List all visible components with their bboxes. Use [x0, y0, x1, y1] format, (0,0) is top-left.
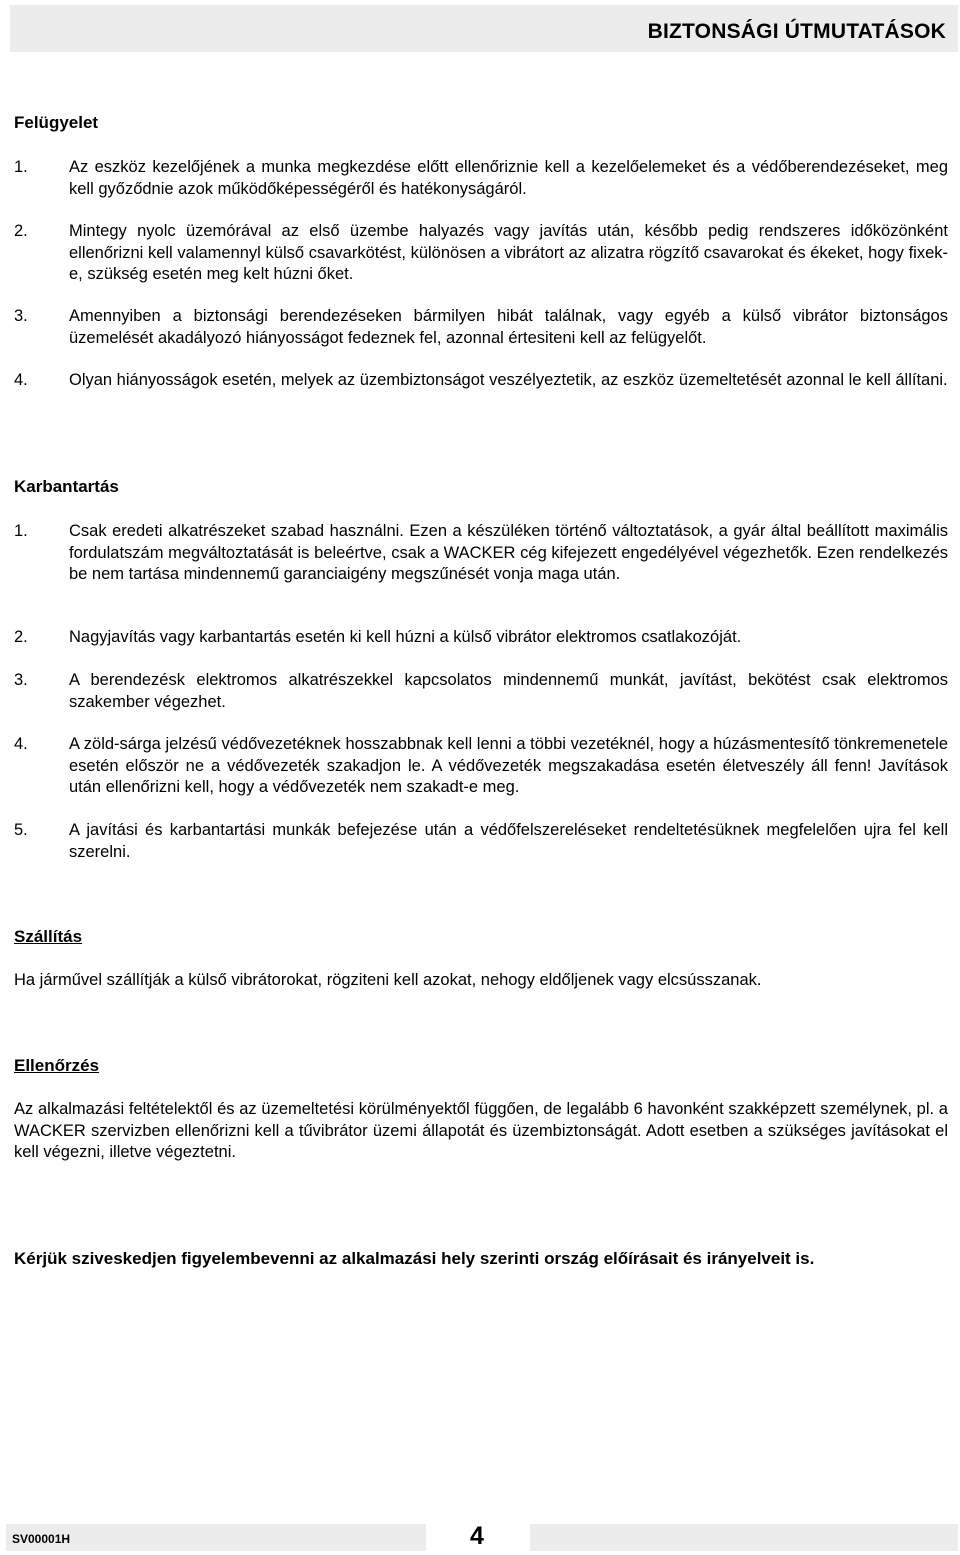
karbantartas-item-3 — [14, 670, 948, 713]
item-number: 2. — [14, 222, 28, 240]
item-text: Csak eredeti alkatrészeket szabad használni. Ezen a készüléken történő változtatások, a gyár által beállított maximális fordulatszám megváltoztatását is beleértve, csak a WACKER cég kifejezett engedélyével végezhetők. Ezen rendelkezés be nem tartása mindennemű garanciaigény megszűnését vonja maga után. — [69, 522, 948, 583]
ellenorzes-text: Az alkalmazási feltételektől és az üzemeltetési körülményektől függően, de legalább 6 havonként szakképzett személynek, pl. a WACKER szervizben ellenőrizni kell a tűvibrátor üzemi állapotát és üzembiztonságát. Adott esetben a szükséges javításokat el kell végezni, illetve végeztetni. — [14, 1100, 948, 1161]
felugyelet-item-2 — [14, 221, 948, 286]
item-text: Olyan hiányosságok esetén, melyek az üzembiztonságot veszélyeztetik, az eszköz üzemeltetését azonnal le kell állítani. — [69, 371, 948, 389]
page-number: 4 — [470, 1522, 484, 1550]
item-number: 4. — [14, 371, 28, 389]
karbantartas-item-1 — [14, 521, 948, 586]
item-number: 1. — [14, 522, 28, 540]
karbantartas-item-5 — [14, 820, 948, 863]
item-number: 3. — [14, 671, 28, 689]
item-text: A javítási és karbantartási munkák befejezése után a védőfelszereléseket rendeltetésüknek megfelelően ujra fel kell szerelni. — [69, 821, 948, 861]
felugyelet-item-4 — [14, 370, 948, 392]
section-title-szallitas: Szállítás — [14, 927, 83, 946]
item-number: 2. — [14, 628, 28, 646]
karbantartas-item-4 — [14, 734, 948, 799]
item-number: 4. — [14, 735, 28, 753]
section-title-felugyelet: Felügyelet — [14, 113, 99, 132]
item-number: 1. — [14, 158, 28, 176]
document-code: SV00001H — [12, 1532, 71, 1546]
szallitas-text: Ha járművel szállítják a külső vibrátorokat, rögziteni kell azokat, nehogy eldőljenek vagy elcsússzanak. — [14, 971, 762, 989]
section-title-karbantartas: Karbantartás — [14, 477, 119, 496]
item-text: Az eszköz kezelőjének a munka megkezdése előtt ellenőriznie kell a kezelőelemeket és a védőberendezéseket, meg kell győződnie azok működőképességéről és hatékonyságáról. — [69, 158, 948, 198]
page-header-title: BIZTONSÁGI ÚTMUTATÁSOK — [647, 20, 946, 43]
item-text: Mintegy nyolc üzemórával az első üzembe halyazés vagy javítás után, később pedig rendszeres időközönként ellenőrizni kell valamennyl külső csavarkötést, különösen a vibrátort az alizatra rögzítő csavarokat és ékeket, hogy fixek-e, szükség esetén meg kelt húzni őket. — [69, 222, 948, 283]
item-text: Nagyjavítás vagy karbantartás esetén ki kell húzni a külső vibrátor elektromos csatlakozóját. — [69, 628, 742, 646]
item-text: Amennyiben a biztonsági berendezéseken bármilyen hibát találnak, vagy egyéb a külső vibrátor biztonságos üzemelését akadályozó hiányosságot fedeznek fel, azonnal értesiteni kell az felügyelőt. — [69, 307, 948, 347]
item-number: 5. — [14, 821, 28, 839]
felugyelet-item-1 — [14, 157, 948, 200]
regulations-notice: Kérjük sziveskedjen figyelembevenni az alkalmazási hely szerinti ország előírásait és irányelveit is. — [14, 1249, 815, 1268]
item-text: A zöld-sárga jelzésű védővezetéknek hosszabbnak kell lenni a többi vezetéknél, hogy a húzásmentesítő tönkremenetele esetén először ne a védővezeték szakadjon le. A védővezeték megszakadása esetén életveszély áll fenn! Javítások után ellenőrizni kell, hogy a védővezeték nem szakadt-e meg. — [69, 735, 948, 796]
section-title-ellenorzes: Ellenőrzés — [14, 1056, 100, 1075]
item-text: A berendezésk elektromos alkatrészekkel kapcsolatos mindennemű munkát, javítást, bekötést csak elektromos szakember végezhet. — [69, 671, 948, 711]
item-number: 3. — [14, 307, 28, 325]
header-bar — [10, 5, 958, 52]
footer-bar-right — [530, 1524, 958, 1551]
karbantartas-item-2 — [14, 627, 948, 649]
felugyelet-item-3 — [14, 306, 948, 349]
